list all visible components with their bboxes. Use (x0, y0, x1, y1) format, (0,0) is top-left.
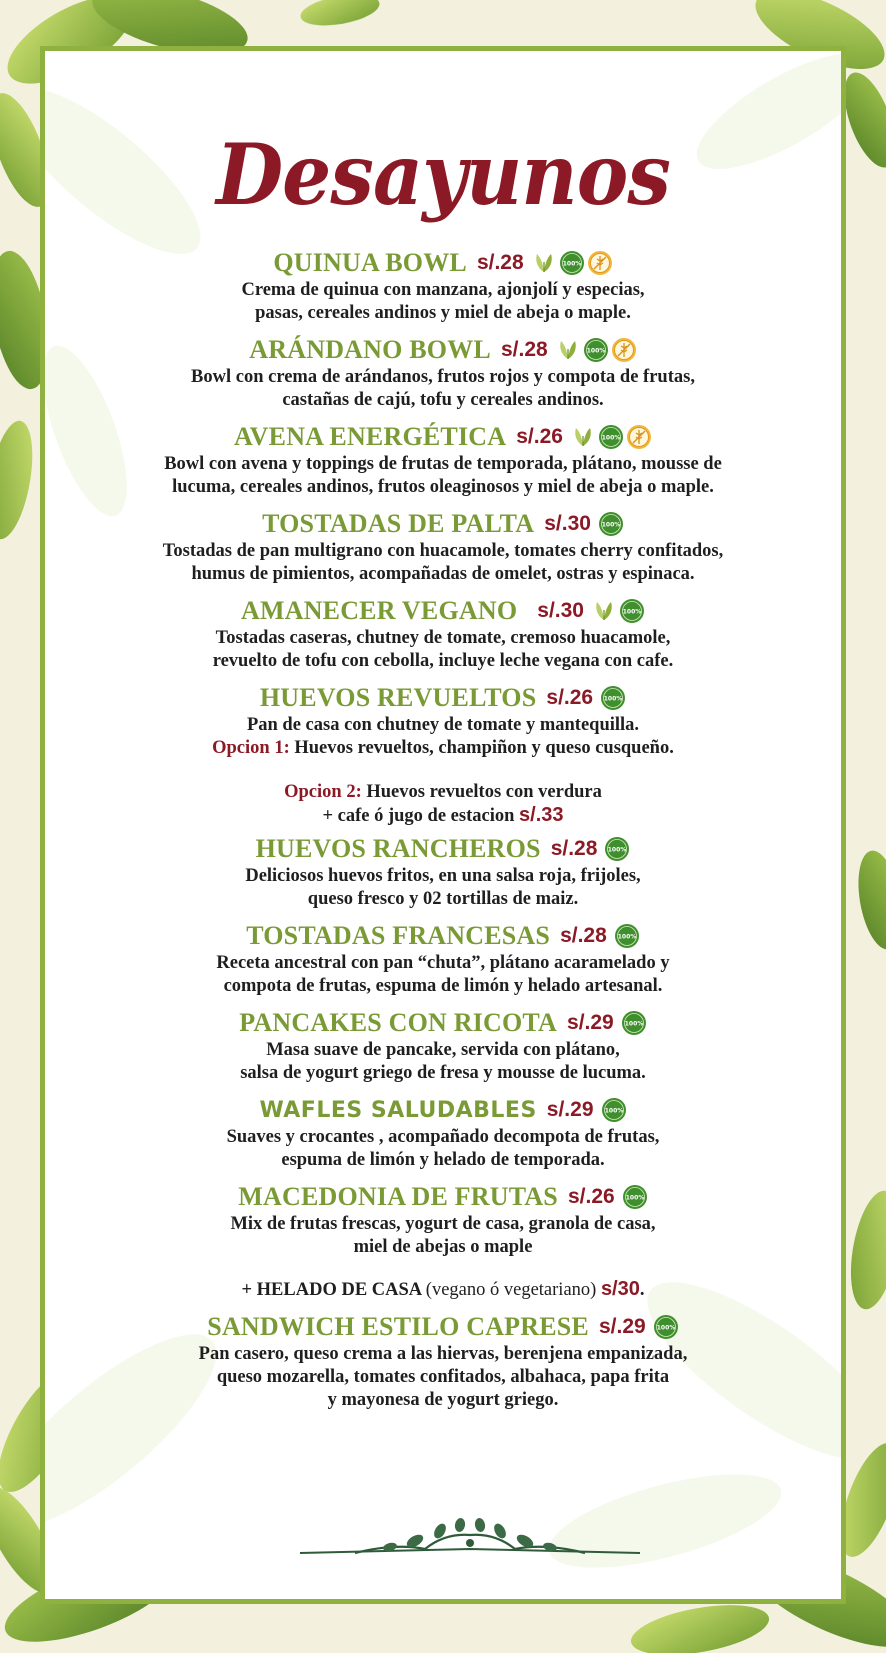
helado-extra-label: + HELADO DE CASA (241, 1280, 422, 1300)
leaf-cluster-right (843, 847, 886, 1313)
menu-item-tostadas-de-palta (45, 508, 841, 586)
item-description: Bowl con avena y toppings de frutas de temporada, plátano, mousse de (164, 454, 722, 474)
item-name: PANCAKES CON RICOTA (239, 1008, 558, 1037)
item-description: pasas, cereales andinos y miel de abeja o maple. (255, 303, 631, 323)
item-description: miel de abejas o maple (353, 1237, 533, 1257)
item-description: castañas de cajú, tofu y cereales andinos. (282, 390, 604, 410)
svg-text:100%: 100% (656, 1324, 675, 1332)
100-percent-natural-icon (559, 250, 585, 276)
item-price: s/.28 (476, 251, 524, 274)
item-price: s/.29 (598, 1315, 646, 1338)
helado-extra-note: (vegano ó vegetariano) (425, 1280, 597, 1300)
gluten-free-icon (611, 337, 637, 363)
item-description: Pan casero, queso crema a las hiervas, berenjena empanizada, (198, 1344, 688, 1364)
item-description: salsa de yogurt griego de fresa y mousse de lucuma. (240, 1063, 646, 1083)
option-2-label: Opcion 2: (284, 782, 362, 802)
helado-extra-period: . (639, 1280, 645, 1300)
svg-text:100%: 100% (604, 1107, 623, 1115)
helado-extra-line (45, 1278, 841, 1302)
item-price: s/.29 (567, 1011, 614, 1034)
item-description: Deliciosos huevos fritos, en una salsa roja, frijoles, (245, 866, 641, 886)
item-description: Mix de frutas frescas, yogurt de casa, granola de casa, (230, 1214, 656, 1234)
item-name: HUEVOS REVUELTOS (259, 683, 537, 712)
item-description: Suaves y crocantes , acompañado decompota de frutas, (226, 1127, 660, 1147)
item-name: MACEDONIA DE FRUTAS (238, 1182, 558, 1211)
helado-extra-price: s/30 (600, 1278, 640, 1300)
item-description: Tostadas caseras, chutney de tomate, cremoso huacamole, (215, 628, 671, 648)
option-2-text: Huevos revueltos con verdura (366, 782, 602, 802)
item-name: QUINUA BOWL (273, 248, 467, 277)
menu-item-avena-energetica (45, 421, 841, 499)
menu-item-wafles-saludables (45, 1094, 841, 1172)
item-name: AVENA ENERGÉTICA (234, 422, 507, 451)
item-description: espuma de limón y helado de temporada. (281, 1150, 605, 1170)
option-1-line (45, 737, 841, 760)
100-percent-natural-icon (622, 1184, 648, 1210)
menu-item-sandwich-estilo-caprese (45, 1311, 841, 1412)
gluten-free-icon (587, 250, 613, 276)
item-description: Receta ancestral con pan “chuta”, plátano acaramelado y (216, 953, 670, 973)
svg-text:100%: 100% (622, 608, 642, 616)
100-percent-natural-icon (600, 685, 626, 711)
100-percent-natural-icon (598, 424, 624, 450)
item-description: Bowl con crema de arándanos, frutos rojos y compota de frutas, (191, 367, 695, 387)
page-title: Desayunos (216, 125, 670, 224)
100-percent-natural-icon (621, 1010, 647, 1036)
menu-item-macedonia-de-frutas (45, 1181, 841, 1302)
vegan-leaf-icon (570, 424, 596, 450)
100-percent-natural-icon (614, 923, 640, 949)
option-1-text: Huevos revueltos, champiñon y queso cusqueño. (294, 738, 674, 758)
option-2-extra: + cafe ó jugo de estacion (322, 806, 515, 826)
menu-item-huevos-rancheros (45, 833, 841, 911)
item-name: SANDWICH ESTILO CAPRESE (207, 1312, 589, 1341)
bottom-flourish-ornament (295, 1513, 645, 1561)
option-2-price: s/.33 (519, 804, 564, 826)
svg-text:100%: 100% (601, 434, 621, 442)
100-percent-natural-icon (604, 836, 630, 862)
menu-item-huevos-revueltos (45, 682, 841, 828)
item-description: y mayonesa de yogurt griego. (327, 1390, 559, 1410)
menu-item-tostadas-francesas (45, 920, 841, 998)
item-name: TOSTADAS DE PALTA (262, 509, 535, 538)
svg-text:100%: 100% (625, 1194, 644, 1202)
svg-text:100%: 100% (608, 846, 627, 854)
svg-text:100%: 100% (586, 347, 605, 355)
item-price: s/.26 (516, 425, 563, 448)
100-percent-natural-icon (653, 1314, 679, 1340)
100-percent-natural-icon (598, 511, 624, 537)
item-name: HUEVOS RANCHEROS (255, 834, 541, 863)
item-name: ARÁNDANO BOWL (249, 335, 491, 364)
svg-text:100%: 100% (562, 260, 581, 268)
item-description: Masa suave de pancake, servida con plátano, (266, 1040, 620, 1060)
menu-item-quinua-bowl (45, 247, 841, 325)
item-price: s/.28 (500, 338, 548, 361)
item-name: TOSTADAS FRANCESAS (246, 921, 551, 950)
item-price: s/.30 (537, 599, 584, 622)
item-description: queso mozarella, tomates confitados, albahaca, papa frita (216, 1367, 670, 1387)
svg-text:100%: 100% (617, 933, 637, 941)
option-2-line (45, 781, 841, 804)
item-description: lucuma, cereales andinos, frutos oleaginosos y miel de abeja o maple. (172, 477, 714, 497)
item-name: AMANECER VEGANO (241, 596, 518, 625)
item-description: Tostadas de pan multigrano con huacamole, tomates cherry confitados, (162, 541, 724, 561)
vegan-leaf-icon (531, 250, 557, 276)
item-price: s/.26 (567, 1185, 615, 1208)
item-description: Crema de quinua con manzana, ajonjolí y especias, (241, 280, 645, 300)
item-price: s/.26 (546, 686, 594, 709)
option-2-line-2 (45, 804, 841, 828)
item-description: humus de pimientos, acompañadas de omelet, ostras y espinaca. (191, 564, 695, 584)
item-name: WAFLES SALUDABLES (259, 1097, 537, 1123)
item-price: s/.28 (550, 837, 598, 860)
gluten-free-icon (626, 424, 652, 450)
item-description: revuelto de tofu con cebolla, incluye leche vegana con cafe. (212, 651, 674, 671)
100-percent-natural-icon (619, 598, 645, 624)
vegan-leaf-icon (591, 598, 617, 624)
svg-text:100%: 100% (601, 521, 621, 529)
item-price: s/.28 (560, 924, 607, 947)
item-description: Pan de casa con chutney de tomate y mantequilla. (246, 715, 640, 735)
svg-text:100%: 100% (624, 1020, 644, 1028)
menu-item-amanecer-vegano (45, 595, 841, 673)
100-percent-natural-icon (583, 337, 609, 363)
menu-item-arandano-bowl (45, 334, 841, 412)
option-1-label: Opcion 1: (212, 738, 290, 758)
item-description: queso fresco y 02 tortillas de maiz. (307, 889, 579, 909)
vegan-leaf-icon (555, 337, 581, 363)
item-description: compota de frutas, espuma de limón y helado artesanal. (223, 976, 663, 996)
svg-text:100%: 100% (603, 695, 623, 703)
100-percent-natural-icon (601, 1097, 627, 1123)
item-price: s/.29 (546, 1098, 594, 1121)
menu-item-pancakes-con-ricota (45, 1007, 841, 1085)
item-price: s/.30 (544, 512, 591, 535)
